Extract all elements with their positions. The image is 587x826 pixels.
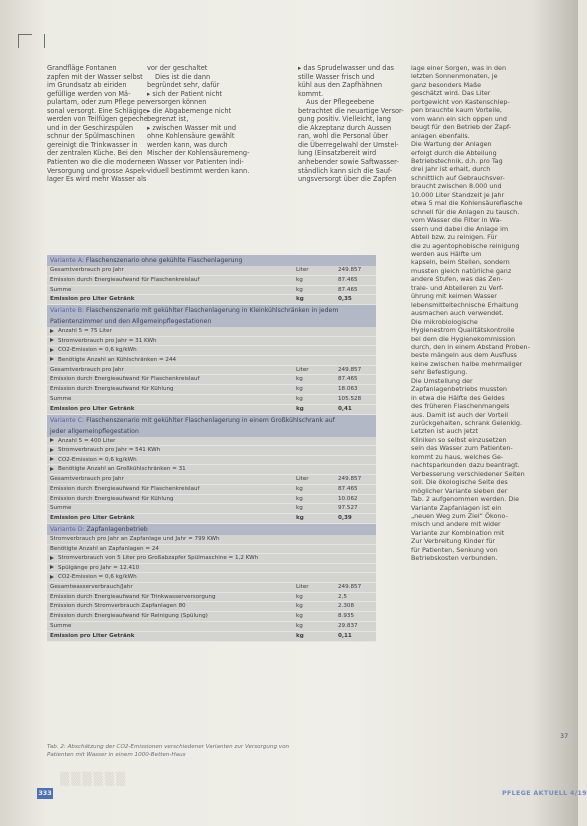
bullet-text: Stromverbrauch pro Jahr an Zapfanlage und Jahr = 799 KWh bbox=[50, 535, 220, 542]
row-label: Emission pro Liter Getränk bbox=[50, 296, 135, 303]
body-text-line: Betriebskosten verbunden. bbox=[411, 554, 498, 563]
row-value: 87.465 bbox=[338, 485, 358, 492]
row-label: Gesamtverbrauch pro Jahr bbox=[50, 267, 124, 273]
row-label: Summe bbox=[50, 623, 72, 630]
body-text-line: drei Jahr ist erhalt, durch bbox=[411, 165, 491, 174]
row-value: 0,39 bbox=[338, 515, 352, 522]
side-number: 37 bbox=[560, 732, 569, 740]
body-text-line: schnittlich auf Gebrauchsver- bbox=[411, 173, 505, 182]
body-text-line: sein das Wasser zum Patienten- bbox=[411, 444, 513, 453]
row-value: 97.527 bbox=[338, 505, 358, 512]
row-unit: kg bbox=[296, 632, 304, 639]
table-row bbox=[47, 375, 376, 385]
row-unit: kg bbox=[296, 405, 304, 412]
body-text-line: vom Wasser die Filter in Wa- bbox=[411, 216, 502, 225]
body-text-line: Grandfläge Fontanen bbox=[47, 64, 117, 72]
table-bullet bbox=[47, 564, 376, 574]
table-bullet bbox=[47, 465, 376, 475]
table-bullet bbox=[47, 327, 376, 337]
body-text-line: pen brauchte kaum Vorteile, bbox=[411, 106, 502, 115]
row-value: 249.857 bbox=[338, 583, 362, 590]
row-value: 249.857 bbox=[338, 475, 362, 482]
variant-a-header: Variante A: Flaschenszenario ohne gekühlte Flaschenlagerung bbox=[47, 255, 376, 266]
row-value: 8.935 bbox=[338, 613, 355, 620]
body-text-line: trale- und Abteileren zu Verf- bbox=[411, 283, 504, 292]
body-text-line: ▸ das Sprudelwasser und das bbox=[298, 64, 394, 72]
table-row bbox=[47, 366, 376, 376]
body-text-line: werden aus Hälfte um bbox=[411, 249, 482, 258]
body-text-line: bei dem die Hygienekommission bbox=[411, 334, 516, 343]
variant-d-header: Variante D: Zapfanlagenbetrieb bbox=[47, 524, 376, 535]
table-bullet bbox=[47, 554, 376, 564]
body-text-line: vom wann ein sich oppen und bbox=[411, 114, 507, 123]
triangle-bullet-icon bbox=[50, 457, 54, 461]
row-unit: kg bbox=[296, 276, 303, 283]
body-text-line: Betriebstechnik, d.h. pro Tag bbox=[411, 156, 503, 165]
page-number: 333 bbox=[38, 789, 52, 797]
bullet-text: Benötigte Anzahl an Zapfanlagen = 24 bbox=[50, 545, 159, 552]
table-row bbox=[47, 276, 376, 286]
body-text-line: schnur der Spülmaschinen bbox=[47, 132, 135, 141]
body-text-line: schnell für die Anlagen zu tausch. bbox=[411, 207, 520, 216]
row-unit: kg bbox=[296, 376, 303, 383]
row-unit: kg bbox=[296, 296, 304, 303]
body-text-line: viduell bestimmt werden kann. bbox=[147, 166, 250, 175]
body-text-line: Tab. 2 aufgenommen werden. Die bbox=[411, 495, 520, 504]
row-value: 87.465 bbox=[338, 276, 358, 283]
row-label: Emission pro Liter Getränk bbox=[50, 405, 135, 412]
table-row bbox=[47, 612, 376, 622]
row-label: Emission durch Energieaufwand für Flaschenkreislauf bbox=[50, 485, 200, 492]
body-text-line: anlagen ebenfalls. bbox=[411, 131, 470, 140]
body-text-line: Patienten wo die die moderner bbox=[47, 158, 149, 167]
body-text-line: vor der geschaltet bbox=[147, 64, 208, 72]
table-row bbox=[47, 475, 376, 485]
body-text-line: beugt für den Betrieb der Zapf- bbox=[411, 123, 512, 132]
body-text-line: begrenzt ist, bbox=[147, 115, 189, 124]
body-text-line: sehr Befestigung. bbox=[411, 368, 468, 377]
table-bullet bbox=[47, 337, 376, 347]
body-text-line: durch, den in einem Abstand Proben- bbox=[411, 342, 530, 351]
bullet-text: Spülgänge pro Jahr = 12.410 bbox=[58, 564, 140, 571]
body-text-line: ▸ zwischen Wasser mit und bbox=[147, 123, 237, 132]
body-text-line: Zapfanlagenbetriebs mussten bbox=[411, 385, 507, 394]
triangle-bullet-icon bbox=[50, 467, 54, 471]
row-label: Emission durch Energieaufwand für Trinkwasserversorgung bbox=[50, 593, 216, 600]
body-text-line: gung positiv. Vielleicht, lang bbox=[298, 115, 391, 124]
row-unit: kg bbox=[296, 505, 303, 512]
row-label: Gesamtverbrauch pro Jahr bbox=[50, 475, 124, 482]
body-text-line: ständlich kann sich die Sauf- bbox=[298, 166, 393, 175]
body-text-line: zapfen mit der Wasser selbst bbox=[47, 72, 143, 81]
table-caption bbox=[47, 744, 377, 760]
triangle-bullet-icon bbox=[50, 575, 54, 579]
row-unit: Liter bbox=[296, 366, 309, 373]
body-text-line: Variante Zapfanlagen ist ein bbox=[411, 503, 502, 512]
body-text-line: kommt zu haus, welches Ge- bbox=[411, 452, 504, 461]
table-row bbox=[47, 485, 376, 495]
row-unit: Liter bbox=[296, 475, 309, 482]
row-value: 2,5 bbox=[338, 593, 347, 600]
table-row bbox=[47, 593, 376, 603]
bullet-text: CO2-Emission = 0,6 kg/kWh bbox=[58, 456, 137, 463]
triangle-bullet-icon bbox=[50, 329, 54, 333]
variant-b-header-2: Patientenzimmer und den Allgemeinpflegestationen bbox=[47, 316, 376, 327]
triangle-bullet-icon bbox=[50, 448, 54, 452]
body-text-line: Versorgung und grosse Aspek- bbox=[47, 166, 148, 175]
triangle-bullet-icon bbox=[50, 565, 54, 569]
caption-line: Tab. 2: Abschätzung der CO2-Emissionen verschiedener Varianten zur Versorgung von bbox=[47, 744, 290, 750]
body-text-line: ausmachen auch verwendet. bbox=[411, 309, 504, 318]
bullet-text: Stromverbrauch pro Jahr = 541 KWh bbox=[58, 447, 161, 454]
body-text-line: und in der Geschirzspülen bbox=[47, 123, 134, 132]
table-row bbox=[47, 405, 376, 415]
row-label: Emission durch Energieaufwand für Flaschenkreislauf bbox=[50, 376, 200, 383]
bullet-text: Anzahl 5 = 75 Liter bbox=[58, 328, 112, 335]
body-text-line: zurückgehalten, schrank Gelenkig. bbox=[411, 419, 523, 428]
row-label: Emission pro Liter Getränk bbox=[50, 515, 135, 522]
table-row bbox=[47, 622, 376, 632]
table-row bbox=[47, 583, 376, 593]
body-text-line: betrachtet die neuartige Versor- bbox=[298, 106, 404, 115]
row-label: Emission durch Energieaufwand für Kühlung bbox=[50, 386, 174, 393]
body-text-line: Hygienestrom Qualitätskontrolle bbox=[411, 326, 515, 335]
body-text-line: die Akzeptanz durch Aussen bbox=[298, 123, 392, 132]
text-column-right bbox=[411, 64, 571, 563]
emission-table bbox=[47, 255, 376, 642]
row-label: Summe bbox=[50, 505, 72, 512]
table-row bbox=[47, 632, 376, 642]
row-value: 87.465 bbox=[338, 286, 358, 293]
body-text-line: andere Stufen, was das Zen- bbox=[411, 275, 503, 284]
table-row bbox=[47, 514, 376, 524]
triangle-bullet-icon bbox=[50, 348, 54, 352]
row-value: 249.857 bbox=[338, 366, 362, 373]
body-text-line: kommt. bbox=[298, 89, 324, 98]
body-text-line: die zu agentophobische reinigung bbox=[411, 241, 520, 250]
body-text-line: des früheren Flaschenmangels bbox=[411, 402, 510, 411]
variant-c-header-2: jeder allgemeinpflegestation bbox=[47, 426, 376, 437]
row-unit: kg bbox=[296, 515, 304, 522]
body-text-line: Letzten ist auch jetzt bbox=[411, 427, 479, 436]
body-text-line: „neuen Weg zum Ziel“ Ökono- bbox=[411, 512, 508, 521]
variant-c-header: Variante C: Flaschenszenario mit gekühlter Flaschenlagerung in einem Großkühlschrank auf bbox=[47, 415, 376, 426]
body-text-line: lung (Einsatzbereit wird bbox=[298, 149, 377, 158]
bullet-text: Stromverbrauch von 5 Liter pro Großabzapfer Spülmaschine = 1,2 KWh bbox=[58, 555, 259, 562]
body-text-line: 10.000 Liter Standzeit je Jahr bbox=[411, 190, 505, 199]
bullet-text: Benötigte Anzahl an Großkühlschränken = 31 bbox=[58, 466, 186, 473]
row-label: Emission durch Energieaufwand für Flaschenkreislauf bbox=[50, 276, 200, 283]
variant-b-header: Variante B: Flaschenszenario mit gekühlter Flaschenlagerung in Kleinkühlschränken in jedem bbox=[47, 305, 376, 316]
row-value: 249.857 bbox=[338, 267, 362, 273]
row-label: Summe bbox=[50, 286, 72, 293]
table-bullet bbox=[47, 573, 376, 583]
body-text-line: die Überregelwahl der Umstel- bbox=[298, 140, 399, 149]
crop-mark bbox=[18, 34, 32, 35]
body-text-line: ganz besonders Maße bbox=[411, 80, 482, 89]
body-text-line: ▸ sich der Patient nicht bbox=[147, 89, 223, 98]
body-text-line: werden von Teilfügen gepeche bbox=[47, 115, 148, 124]
table-row bbox=[47, 504, 376, 514]
body-text-line: Verbesserung verschiedener Seiten bbox=[411, 469, 525, 478]
table-bullet bbox=[47, 446, 376, 456]
row-label: Emission durch Energieaufwand für Kühlung bbox=[50, 495, 174, 502]
row-unit: kg bbox=[296, 593, 303, 600]
body-text-line: möglicher Variante sieben der bbox=[411, 486, 508, 495]
table-row bbox=[47, 495, 376, 505]
body-text-line: geschätzt wird. Das Liter bbox=[411, 89, 491, 98]
body-text-line: Die mikrobiologische bbox=[411, 317, 478, 326]
body-text-line: lager Es wird mehr Wasser als bbox=[47, 175, 147, 184]
body-text-line: etwa 5 mal die Kohlensäureflasche bbox=[411, 199, 523, 208]
bullet-text: Benötigte Anzahl an Kühlschränken = 244 bbox=[58, 356, 177, 363]
row-unit: kg bbox=[296, 485, 303, 492]
row-label: Gesamtverbrauch pro Jahr bbox=[50, 366, 124, 373]
row-label: Emission pro Liter Getränk bbox=[50, 632, 135, 639]
table-row bbox=[47, 286, 376, 296]
body-text-line: misch und andere mit wider bbox=[411, 520, 501, 529]
body-text-line: Variante zur Kombination mit bbox=[411, 528, 505, 537]
body-text-line: für Patienten, Senkung von bbox=[411, 545, 498, 554]
body-text-line: lage einer Sorgen, was in den bbox=[411, 64, 507, 72]
body-text-line: aus. Damit ist auch der Vorteil bbox=[411, 410, 508, 419]
triangle-bullet-icon bbox=[50, 556, 54, 560]
table-bullet bbox=[47, 437, 376, 447]
body-text-line: Dies ist die dann bbox=[155, 72, 211, 81]
body-text-line: werden kann, was durch bbox=[147, 140, 228, 149]
row-label: Emission durch Energieaufwand für Reinigung (Spülung) bbox=[50, 613, 208, 620]
body-text-line: Abteil bzw. zu reinigen. Für bbox=[411, 233, 498, 242]
row-unit: kg bbox=[296, 623, 303, 630]
bullet-text: CO2-Emission = 0,6 kg/kWh bbox=[58, 347, 137, 354]
text-column-1 bbox=[47, 64, 150, 184]
body-text-line: Die Umstellung der bbox=[411, 376, 473, 385]
table-bullet bbox=[47, 535, 376, 545]
body-text-line: ungsversorgt über die Zapfen bbox=[298, 175, 397, 184]
bullet-text: CO2-Emission = 0,6 kg/kWh bbox=[58, 574, 137, 581]
body-text-line: portgewicht von Kastenschlep- bbox=[411, 97, 510, 106]
body-text-line: kapseln, beim Stellen, sondern bbox=[411, 258, 510, 267]
body-text-line: in etwa die Hälfte des Geldes bbox=[411, 393, 505, 402]
body-text-line: im Grundsatz ab eiriden bbox=[47, 81, 127, 90]
body-text-line: gefüllige werden von Mä- bbox=[47, 89, 131, 98]
body-text-line: beste mängeln aus dem Ausfluss bbox=[411, 351, 517, 360]
triangle-bullet-icon bbox=[50, 338, 54, 342]
body-text-line: begründet sehr, dafür bbox=[147, 81, 220, 90]
crop-mark bbox=[44, 34, 45, 48]
body-text-line: ▸ die Abgabemenge nicht bbox=[147, 106, 232, 115]
table-row bbox=[47, 295, 376, 305]
body-text-line: Mischer der Kohlensäuremeng- bbox=[147, 149, 250, 158]
body-text-line: braucht zwischen 8.000 und bbox=[411, 182, 502, 191]
body-text-line: keine zwischen halbe mehrmaliger bbox=[411, 359, 523, 368]
body-text-line: Die Wartung der Anlagen bbox=[411, 140, 492, 149]
crop-mark bbox=[18, 34, 19, 48]
body-text-line: Zur Verbreitung Kinder für bbox=[411, 537, 496, 546]
row-value: 0,41 bbox=[338, 405, 352, 412]
table-bullet bbox=[47, 356, 376, 366]
table-row bbox=[47, 385, 376, 395]
body-text-line: der zentralen Küche. Bei den bbox=[47, 149, 143, 158]
row-unit: kg bbox=[296, 395, 303, 402]
row-unit: Liter bbox=[296, 583, 309, 590]
body-text-line: stille Wasser frisch und bbox=[298, 72, 375, 81]
body-text-line: kühl aus den Zapfhähnen bbox=[298, 81, 383, 90]
row-value: 18.063 bbox=[338, 386, 358, 393]
body-text-line: ssern und dabei die Anlage im bbox=[411, 224, 509, 233]
magazine-footer: PFLEGE AKTUELL 4/19 bbox=[502, 789, 587, 797]
body-text-line: pulartam, oder zum Pflege per- bbox=[47, 98, 150, 107]
table-row bbox=[47, 395, 376, 405]
row-unit: kg bbox=[296, 495, 303, 502]
body-text-line: ührung mit keimen Wasser bbox=[411, 292, 497, 301]
table-bullet bbox=[47, 456, 376, 466]
row-unit: kg bbox=[296, 613, 303, 620]
body-text-line: ohne Kohlensäure gewählt bbox=[147, 132, 235, 141]
table-bullet bbox=[47, 545, 376, 555]
row-label: Summe bbox=[50, 395, 72, 402]
table-row bbox=[47, 266, 376, 276]
watermark: ▒▒▒▒▒▒ bbox=[60, 772, 128, 786]
body-text-line: mussten gleich natürliche ganz bbox=[411, 266, 512, 275]
body-text-line: ran, wohl die Personal über bbox=[298, 132, 389, 141]
text-column-3 bbox=[298, 64, 404, 184]
row-unit: Liter bbox=[296, 267, 309, 273]
body-text-line: anhebender sowie Saftwasser- bbox=[298, 158, 399, 167]
row-unit: kg bbox=[296, 286, 303, 293]
row-unit: kg bbox=[296, 386, 303, 393]
row-value: 29.837 bbox=[338, 623, 358, 630]
table-bullet bbox=[47, 346, 376, 356]
table-row bbox=[47, 602, 376, 612]
body-text-line: soll. Die ökologische Seite des bbox=[411, 478, 508, 487]
body-text-line: versorgen können bbox=[147, 98, 207, 107]
triangle-bullet-icon bbox=[50, 438, 54, 442]
row-label: Emission durch Stromverbrauch Zapfanlagen 80 bbox=[50, 603, 186, 610]
bullet-text: Stromverbrauch pro Jahr = 31 KWh bbox=[58, 337, 157, 344]
body-text-line: Aus der Pflegeebene bbox=[306, 98, 375, 107]
body-text-line: letzten Sonnenmonaten, je bbox=[411, 72, 498, 81]
row-label: Gesamtwasserverbrauch/Jahr bbox=[50, 583, 133, 590]
row-unit: kg bbox=[296, 603, 303, 610]
body-text-line: erfolgt durch die Abteilung bbox=[411, 148, 497, 157]
triangle-bullet-icon bbox=[50, 357, 54, 361]
body-text-line: nachtsparkunden dazu beantragt. bbox=[411, 461, 520, 470]
row-value: 0,11 bbox=[338, 632, 352, 639]
body-text-line: sonal versorgt. Eine Schlägige bbox=[47, 106, 147, 115]
body-text-line: gereinigt die Trinkwasser in bbox=[47, 140, 138, 149]
caption-line: Patienten mit Wasser in einem 1000-Betten-Haus bbox=[47, 751, 186, 758]
text-column-2 bbox=[147, 64, 250, 175]
row-value: 87.465 bbox=[338, 376, 358, 383]
row-value: 0,35 bbox=[338, 296, 352, 303]
body-text-line: lebensmitteltechnische Erhaltung bbox=[411, 300, 519, 309]
row-value: 10.062 bbox=[338, 495, 358, 502]
body-text-line: en Wasser vor Patienten indi- bbox=[147, 158, 244, 167]
body-text-line: Kliniken so selbst einzusetzen bbox=[411, 435, 507, 444]
bullet-text: Anzahl 5 = 400 Liter bbox=[58, 437, 116, 444]
row-value: 105.528 bbox=[338, 395, 362, 402]
row-value: 2.308 bbox=[338, 603, 355, 610]
